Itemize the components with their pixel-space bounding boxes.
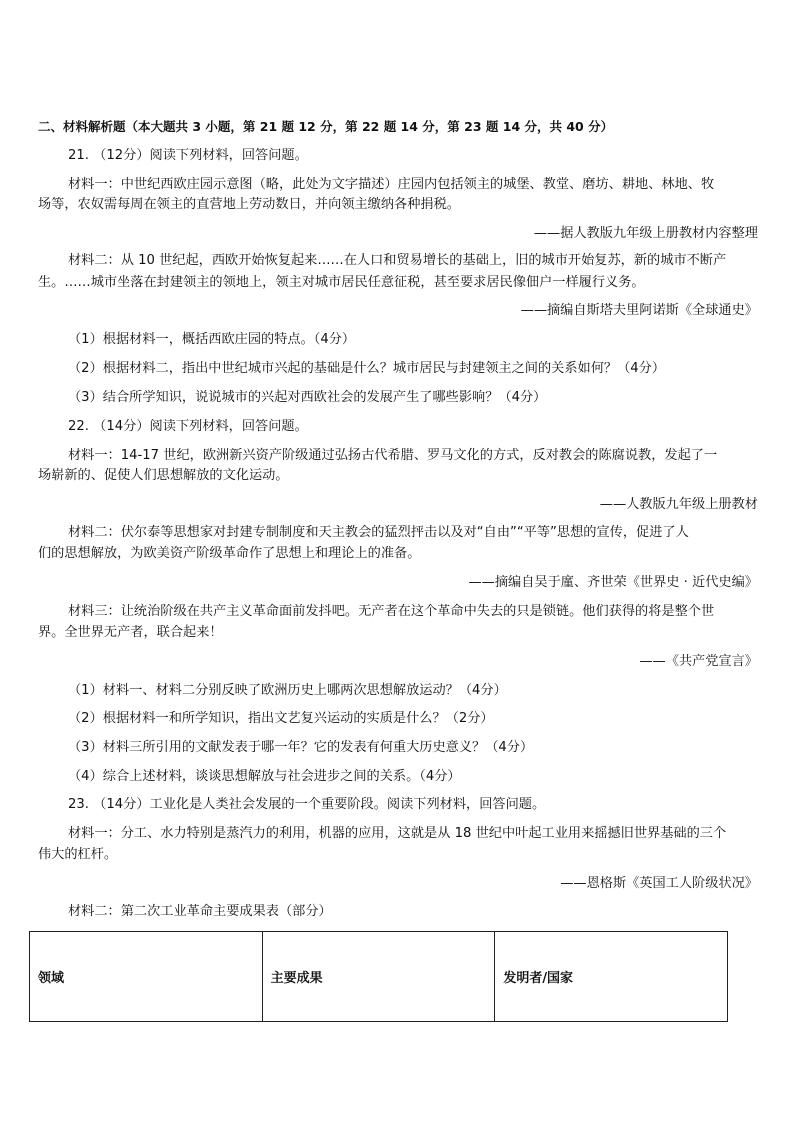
q21-subquestion-3: （3）结合所学知识，说说城市的兴起对西欧社会的发展产生了哪些影响？（4分） [68,390,547,405]
q22-subquestion-2: （2）根据材料一和所学知识，指出文艺复兴运动的实质是什么？（2分） [68,711,494,726]
q23-material1-line2: 伟大的杠杆。 [38,847,118,862]
achievements-table [29,931,728,1022]
table-header-inventor: 发明者/国家 [495,932,728,1022]
q21-material2-line1: 材料二：从 10 世纪起，西欧开始恢复起来……在人口和贸易增长的基础上，旧的城市开始复苏，新的城市不断产 [68,253,727,268]
q21-material2-source: ——摘编自斯塔夫里阿诺斯《全球通史》 [520,303,758,318]
q23-material1-line1: 材料一：分工、水力特别是蒸汽力的利用，机器的应用，这就是从 18 世纪中叶起工业用来摇撼旧世界基础的三个 [68,826,727,841]
q21-subquestion-1: （1）根据材料一，概括西欧庄园的特点。（4分） [68,332,356,347]
q22-material3-line1: 材料三：让统治阶级在共产主义革命面前发抖吧。无产者在这个革命中失去的只是锁链。他们获得的将是整个世 [68,604,715,619]
q22-stem: 22. （14分）阅读下列材料，回答问题。 [68,419,308,434]
q23-material1-source: ——恩格斯《英国工人阶级状况》 [560,876,758,891]
q22-material3-source: ——《共产党宣言》 [639,654,758,669]
section-title: 二、材料解析题（本大题共 3 小题，第 21 题 12 分，第 22 题 14 分，第 23 题 14 分，共 40 分） [38,119,614,134]
q22-material2-source: ——摘编自吴于廑、齐世荣《世界史 · 近代史编》 [468,575,758,590]
q22-material1-source: ——人教版九年级上册教材 [599,497,758,512]
q21-stem: 21. （12分）阅读下列材料，回答问题。 [68,148,308,163]
q21-material1-line2: 场等，农奴需每周在领主的直营地上劳动数日，并向领主缴纳各种捐税。 [38,197,460,212]
q23-stem: 23. （14分）工业化是人类社会发展的一个重要阶段。阅读下列材料，回答问题。 [68,797,546,812]
q22-material1-line1: 材料一：14-17 世纪，欧洲新兴资产阶级通过弘扬古代希腊、罗马文化的方式，反对教会的陈腐说教，发起了一 [68,448,718,463]
table-header-field: 领域 [30,932,263,1022]
q22-material1-line2: 场崭新的、促使人们思想解放的文化运动。 [38,468,289,483]
q22-subquestion-3: （3）材料三所引用的文献发表于哪一年？它的发表有何重大历史意义？（4分） [68,740,534,755]
q22-material3-line2: 界。全世界无产者，联合起来！ [38,625,223,640]
q22-material2-line1: 材料二：伏尔泰等思想家对封建专制制度和天主教会的猛烈抨击以及对“自由”“平等”思想的宣传，促进了人 [68,525,689,540]
table-header-achievement: 主要成果 [262,932,495,1022]
q22-subquestion-4: （4）综合上述材料，谈谈思想解放与社会进步之间的关系。（4分） [68,769,461,784]
q21-material1-source: ——据人教版九年级上册教材内容整理 [533,226,758,241]
q22-material2-line2: 们的思想解放，为欧美资产阶级革命作了思想上和理论上的准备。 [38,546,421,561]
table-header-row [30,932,728,1022]
q23-material2-intro: 材料二：第二次工业革命主要成果表（部分） [68,904,332,919]
q21-material2-line2: 生。……城市坐落在封建领主的领地上，领主对城市居民任意征税，甚至要求居民像佃户一样履行义务。 [38,275,645,290]
q21-material1-line1: 材料一：中世纪西欧庄园示意图（略，此处为文字描述）庄园内包括领主的城堡、教堂、磨坊、耕地、林地、牧 [68,177,715,192]
q22-subquestion-1: （1）材料一、材料二分别反映了欧洲历史上哪两次思想解放运动？（4分） [68,683,507,698]
q21-subquestion-2: （2）根据材料二，指出中世纪城市兴起的基础是什么？城市居民与封建领主之间的关系如何？（4分） [68,361,666,376]
